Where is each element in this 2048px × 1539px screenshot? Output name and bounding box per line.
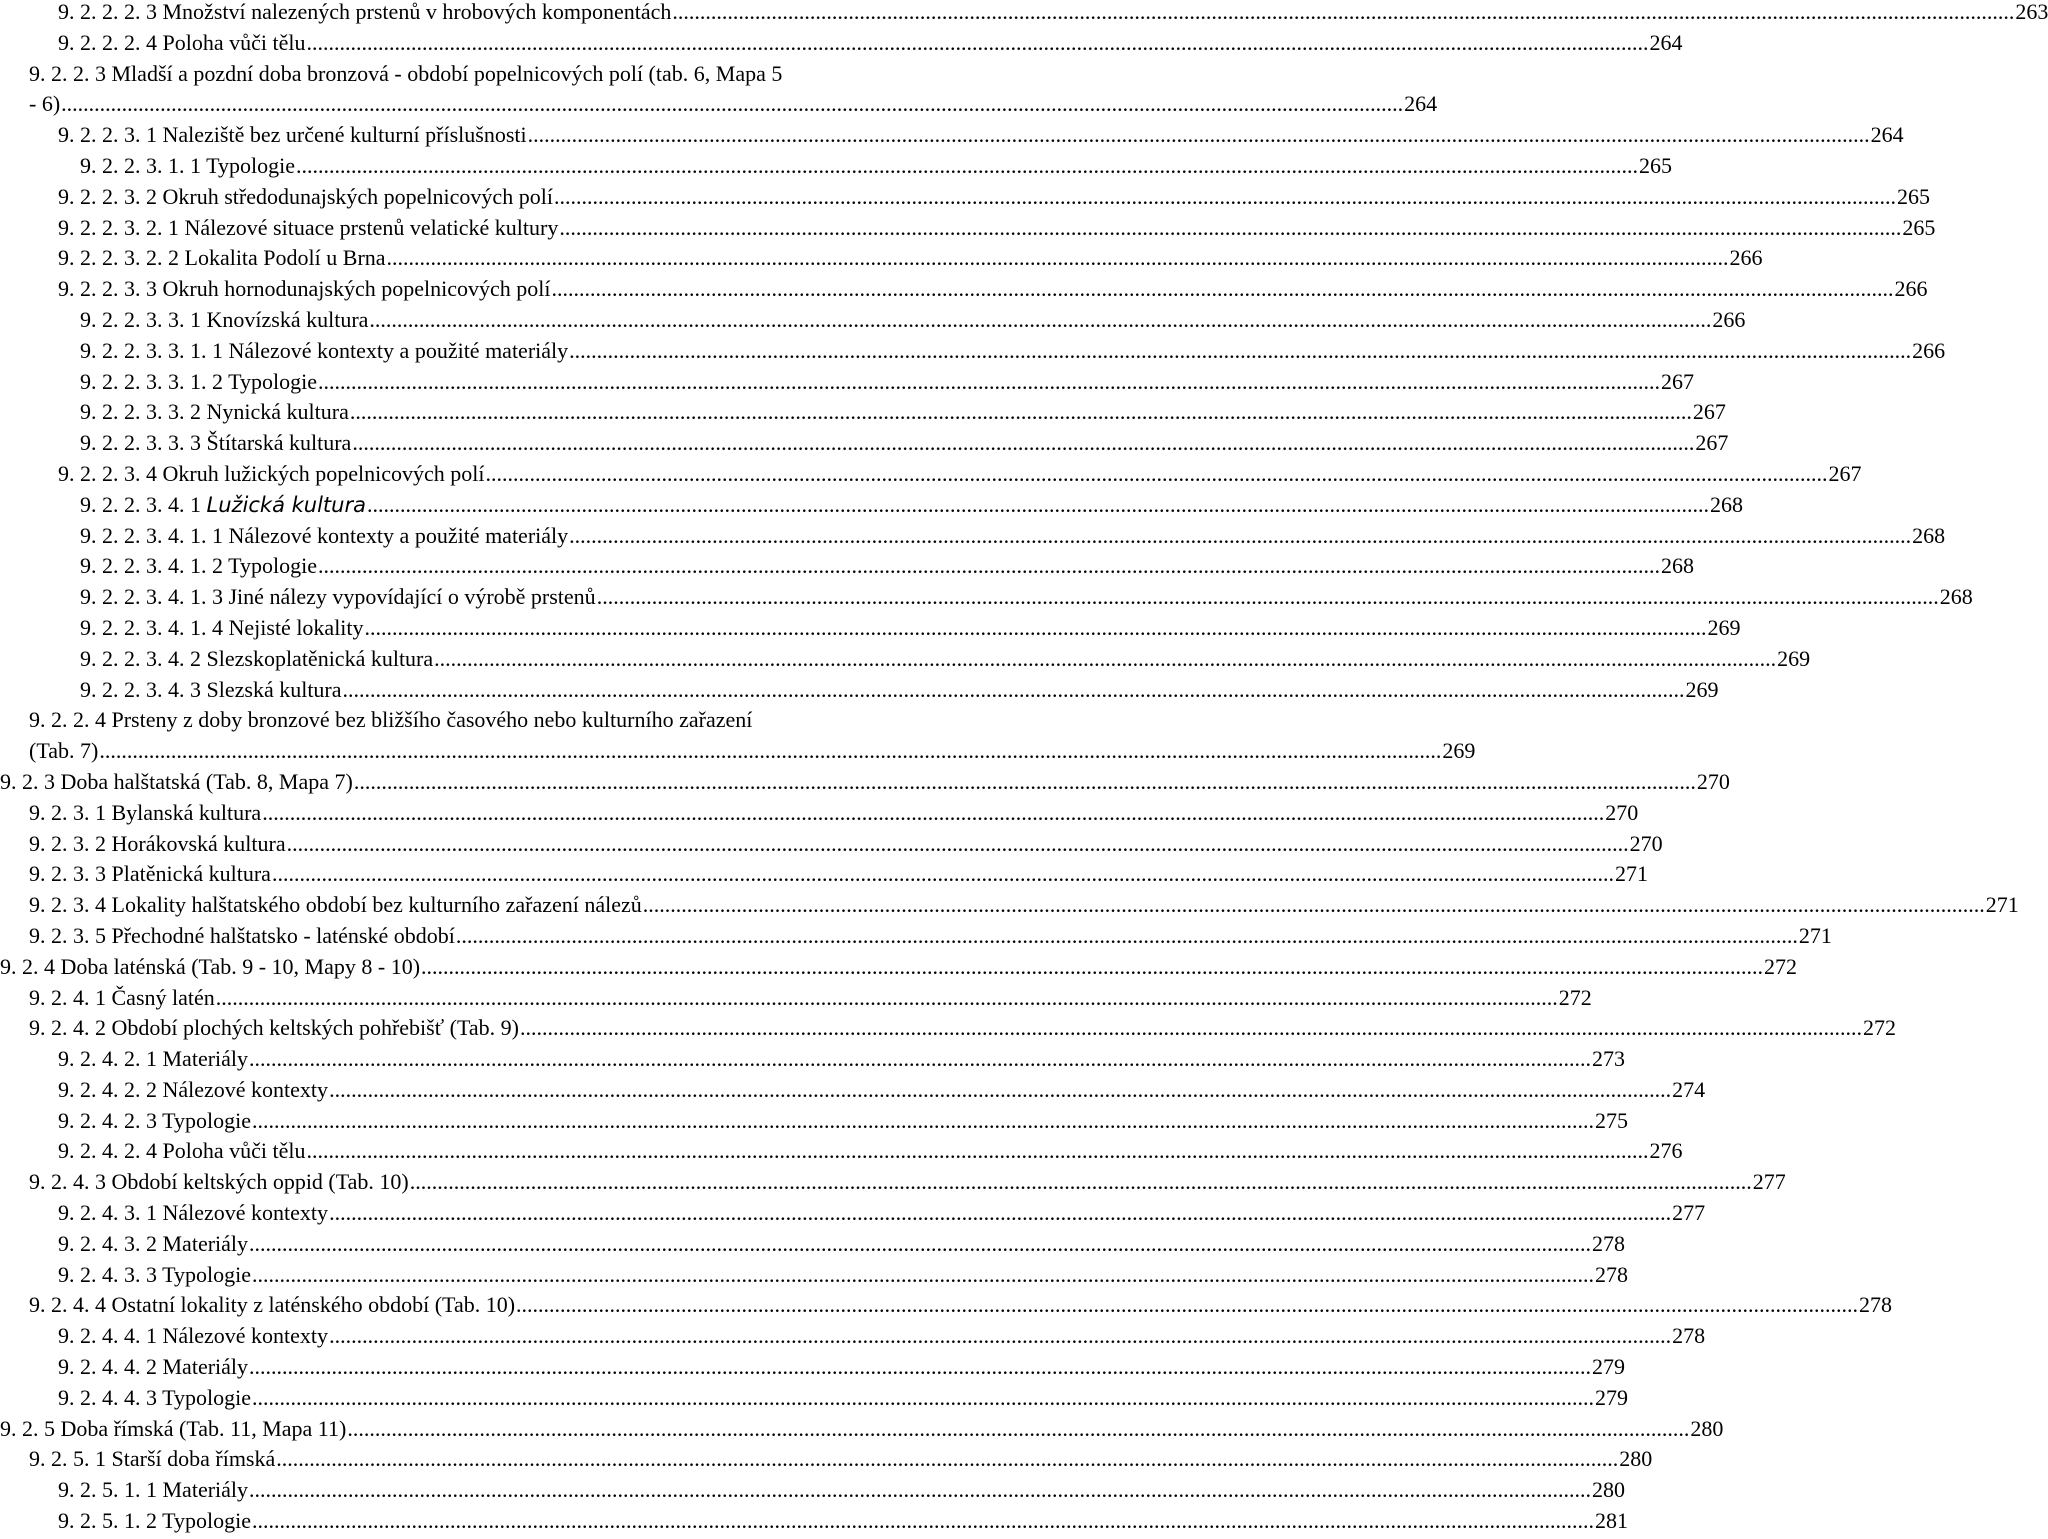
- toc-entry-title-text: 9. 2. 2. 3. 4. 3 Slezská kultura: [80, 676, 342, 702]
- toc-entry-title: [0, 952, 420, 983]
- toc-page-number: 272: [1862, 1015, 1896, 1041]
- dot-leader: [329, 1075, 1671, 1106]
- dot-leader: [252, 1106, 1594, 1137]
- toc-entry-title: [80, 305, 368, 336]
- toc-page-number: 271: [1798, 922, 1832, 948]
- toc-page-number: 267: [1695, 430, 1729, 456]
- toc-entry-title-text: 9. 2. 4. 4. 3 Typologie: [58, 1384, 251, 1410]
- toc-entry-title: [58, 1352, 248, 1383]
- toc-entry-title-text: 9. 2. 3. 5 Přechodné halštatsko - laténské období: [29, 922, 455, 948]
- toc-page-number: 266: [1712, 306, 1746, 332]
- toc-entry-title: 9. 2. 2. 4 Prsteny z doby bronzové bez bližšího časového nebo kulturního zařazení: [29, 707, 753, 733]
- toc-entry[interactable]: [0, 551, 1694, 582]
- dot-leader: [318, 367, 1660, 398]
- toc-page-number: 273: [1592, 1046, 1626, 1072]
- toc-entry-title: [58, 1321, 328, 1352]
- toc-entry[interactable]: [0, 983, 1592, 1014]
- toc-entry[interactable]: [0, 0, 2048, 28]
- toc-entry-title-text: 9. 2. 4 Doba laténská (Tab. 9 - 10, Mapy 8 - 10): [0, 953, 421, 979]
- toc-entry[interactable]: [0, 675, 1719, 706]
- dot-leader: [306, 28, 1648, 59]
- toc-entry-continuation: (Tab. 7): [29, 738, 99, 764]
- toc-entry-title: [0, 1414, 346, 1445]
- toc-entry-title-text: 9. 2. 2. 3. 4. 2 Slezskoplatěnická kultura: [80, 645, 434, 671]
- toc-page-number: 272: [1558, 984, 1592, 1010]
- dot-leader: [485, 459, 1827, 490]
- toc-entry-title: [29, 1290, 515, 1321]
- toc-entry-title-text: 9. 2. 2. 3. 3. 1 Knovízská kultura: [80, 306, 369, 332]
- toc-entry-title: [80, 613, 364, 644]
- dot-leader: [369, 305, 1711, 336]
- toc-entry[interactable]: [0, 459, 1862, 490]
- toc-page-number: 266: [1729, 245, 1763, 271]
- toc-page-number: 270: [1696, 768, 1730, 794]
- toc-page-number: 277: [1752, 1169, 1786, 1195]
- toc-entry-title: [58, 120, 527, 151]
- dot-leader: [343, 675, 1685, 706]
- dot-leader: [672, 0, 2014, 28]
- dot-leader: [434, 644, 1776, 675]
- dot-leader: [252, 1260, 1594, 1291]
- toc-page-number: 267: [1692, 399, 1726, 425]
- toc-entry-title-text: 9. 2. 3. 2 Horákovská kultura: [29, 830, 286, 856]
- toc-entry-title: [58, 182, 553, 213]
- toc-entry-title-text: 9. 2. 2. 3. 3. 1. 1 Nálezové kontexty a použité materiály: [80, 337, 569, 363]
- toc-entry[interactable]: [0, 1506, 1628, 1537]
- toc-page-number: 271: [1614, 861, 1648, 887]
- dot-leader: [249, 1229, 1591, 1260]
- toc-entry[interactable]: [0, 613, 1741, 644]
- toc-entry-title-text: 9. 2. 4. 4. 1 Nálezové kontexty: [58, 1323, 329, 1349]
- toc-entry-title: [0, 767, 353, 798]
- dot-leader: [569, 336, 1911, 367]
- toc-page-number: 264: [1870, 122, 1904, 148]
- toc-page-number: 278: [1592, 1230, 1626, 1256]
- toc-page-number: 274: [1672, 1076, 1706, 1102]
- toc-entry-title: [58, 1229, 248, 1260]
- toc-page-number: 278: [1859, 1292, 1893, 1318]
- toc-entry[interactable]: [0, 1136, 1683, 1167]
- dot-leader: [354, 767, 1696, 798]
- toc-page-number: 270: [1605, 799, 1639, 825]
- toc-entry-title-text: 9. 2. 5. 1 Starší doba římská: [29, 1446, 276, 1472]
- toc-entry-title-text: 9. 2. 4. 3 Období keltských oppid (Tab. 10): [29, 1169, 409, 1195]
- dot-leader: [347, 1414, 1689, 1445]
- toc-page-number: 268: [1661, 553, 1694, 579]
- toc-entry[interactable]: [0, 921, 1832, 952]
- toc-entry-title: [80, 490, 366, 521]
- toc-entry-title-text: 9. 2. 2. 2. 4 Poloha vůči tělu: [58, 29, 306, 55]
- toc-entry[interactable]: [0, 1198, 1706, 1229]
- toc-page-number: 269: [1777, 645, 1811, 671]
- toc-entry-title-text: 9. 2. 2. 3. 4. 1. 2 Typologie: [80, 553, 317, 579]
- toc-entry-title-text: 9. 2. 4. 4 Ostatní lokality z laténského období (Tab. 10): [29, 1292, 516, 1318]
- toc-entry-title: [80, 336, 568, 367]
- toc-entry-title-text: 9. 2. 4. 2. 2 Nálezové kontexty: [58, 1076, 329, 1102]
- dot-leader: [329, 1198, 1671, 1229]
- toc-entry[interactable]: [0, 767, 1730, 798]
- toc-page-number: 275: [1595, 1107, 1628, 1133]
- toc-entry-title-text: 9. 2. 4. 1 Časný latén: [29, 984, 215, 1010]
- toc-entry-title: [29, 1013, 519, 1044]
- toc-entry-title-text: 9. 2. 5 Doba římská (Tab. 11, Mapa 11): [0, 1415, 347, 1441]
- toc-entry-title-text: 9. 2. 2. 3. 2 Okruh středodunajských popelnicových polí: [58, 183, 553, 209]
- toc-entry[interactable]: [0, 305, 1746, 336]
- toc-entry-title: [58, 1075, 328, 1106]
- toc-entry-title-text: 9. 2. 5. 1. 2 Typologie: [58, 1508, 251, 1534]
- toc-entry-title: [58, 274, 551, 305]
- toc-entry-title-text: 9. 2. 3. 3 Platěnická kultura: [29, 861, 271, 887]
- dot-leader: [520, 1013, 1862, 1044]
- toc-entry[interactable]: [0, 736, 1476, 767]
- toc-entry[interactable]: [0, 1321, 1706, 1352]
- toc-entry-title-line[interactable]: [0, 705, 960, 736]
- toc-page-number: 264: [1649, 29, 1683, 55]
- toc-entry[interactable]: [0, 859, 1648, 890]
- dot-leader: [554, 182, 1896, 213]
- toc-entry-title-line[interactable]: [0, 59, 960, 90]
- toc-entry[interactable]: [0, 1444, 1653, 1475]
- toc-entry[interactable]: [0, 336, 1946, 367]
- toc-page-number: 280: [1592, 1477, 1626, 1503]
- dot-leader: [318, 551, 1660, 582]
- toc-entry-title-text: 9. 2. 2. 3. 1. 1 Typologie: [80, 152, 295, 178]
- toc-entry[interactable]: [0, 1075, 1706, 1106]
- toc-entry-title: [29, 890, 642, 921]
- toc-entry-title: [29, 1167, 409, 1198]
- toc-page-number: 265: [1902, 214, 1936, 240]
- dot-leader: [421, 952, 1763, 983]
- dot-leader: [643, 890, 1985, 921]
- dot-leader: [367, 490, 1709, 521]
- toc-entry-title-text: 9. 2. 2. 3. 3. 3 Štítarská kultura: [80, 430, 352, 456]
- toc-entry-title: [58, 459, 484, 490]
- toc-entry[interactable]: [0, 428, 1729, 459]
- toc-entry[interactable]: [0, 1352, 1626, 1383]
- dot-leader: [262, 798, 1604, 829]
- toc-entry[interactable]: [0, 1383, 1628, 1414]
- dot-leader: [287, 829, 1629, 860]
- toc-entry-title-text: 9. 2. 3. 4 Lokality halštatského období bez kulturního zařazení nálezů: [29, 892, 642, 918]
- toc-entry[interactable]: [0, 89, 1438, 120]
- toc-entry[interactable]: [0, 490, 1743, 521]
- toc-page-number: 278: [1595, 1261, 1628, 1287]
- toc-entry-title-text: 9. 2. 2. 3. 4. 1: [80, 491, 207, 517]
- dot-leader: [249, 1044, 1591, 1075]
- dot-leader: [552, 274, 1894, 305]
- toc-page-number: 277: [1672, 1200, 1706, 1226]
- toc-entry[interactable]: [0, 274, 1928, 305]
- toc-entry-title: [58, 1136, 305, 1167]
- toc-entry-title-text: 9. 2. 2. 3. 2. 2 Lokalita Podolí u Brna: [58, 245, 386, 271]
- toc-entry-title: [29, 829, 286, 860]
- dot-leader: [329, 1321, 1671, 1352]
- dot-leader: [99, 736, 1441, 767]
- toc-entry[interactable]: [0, 1260, 1628, 1291]
- toc-entry-title: [80, 397, 349, 428]
- toc-page-number: 267: [1661, 368, 1694, 394]
- toc-entry-title: [58, 1506, 251, 1537]
- toc-entry[interactable]: [0, 952, 1798, 983]
- toc-entry-continuation: - 6): [29, 91, 61, 117]
- toc-entry-title-text: 9. 2. 2. 3. 3 Okruh hornodunajských popelnicových polí: [58, 276, 551, 302]
- toc-entry[interactable]: [0, 151, 1672, 182]
- toc-entry-title: [58, 243, 386, 274]
- toc-entry-title-text: 9. 2. 4. 3. 2 Materiály: [58, 1230, 249, 1256]
- dot-leader: [252, 1506, 1594, 1537]
- toc-entry[interactable]: [0, 1414, 1724, 1445]
- dot-leader: [252, 1383, 1594, 1414]
- dot-leader: [249, 1352, 1591, 1383]
- toc-entry-title-text: 9. 2. 2. 3. 3. 1. 2 Typologie: [80, 368, 317, 394]
- dot-leader: [456, 921, 1798, 952]
- toc-page-number: 263: [2015, 0, 2048, 24]
- toc-entry-title: [58, 1260, 251, 1291]
- toc-entry[interactable]: [0, 243, 1763, 274]
- toc-entry-title-text: 9. 2. 2. 3. 4. 1. 1 Nálezové kontexty a použité materiály: [80, 522, 569, 548]
- toc-entry-title-text: 9. 2. 5. 1. 1 Materiály: [58, 1477, 249, 1503]
- toc-page-number: 271: [1985, 892, 2019, 918]
- toc-entry[interactable]: [0, 1106, 1628, 1137]
- toc-entry[interactable]: [0, 798, 1639, 829]
- toc-entry[interactable]: [0, 1290, 1893, 1321]
- dot-leader: [276, 1444, 1618, 1475]
- toc-entry[interactable]: [0, 367, 1694, 398]
- toc-entry-title: [58, 1475, 248, 1506]
- toc-entry-title: [80, 675, 342, 706]
- dot-leader: [365, 613, 1707, 644]
- dot-leader: [249, 1475, 1591, 1506]
- toc-entry-title: [80, 367, 317, 398]
- toc-entry-title: [58, 213, 558, 244]
- dot-leader: [296, 151, 1638, 182]
- toc-entry[interactable]: [0, 1044, 1626, 1075]
- dot-leader: [61, 89, 1403, 120]
- toc-entry[interactable]: [0, 582, 1973, 613]
- toc-entry[interactable]: [0, 213, 1936, 244]
- dot-leader: [306, 1136, 1648, 1167]
- toc-entry-title: [80, 582, 596, 613]
- dot-leader: [559, 213, 1901, 244]
- toc-entry-title-text: 9. 2. 2. 2. 3 Množství nalezených prstenů v hrobových komponentách: [58, 0, 672, 24]
- toc-entry-title: [58, 1198, 328, 1229]
- toc-entry[interactable]: [0, 1013, 1896, 1044]
- toc-entry-title-text: 9. 2. 3 Doba halštatská (Tab. 8, Mapa 7): [0, 768, 353, 794]
- toc-entry[interactable]: [0, 120, 1904, 151]
- toc-entry-title-text: 9. 2. 2. 3. 4 Okruh lužických popelnicových polí: [58, 460, 485, 486]
- toc-entry-title: [80, 644, 433, 675]
- toc-entry-title: [29, 859, 271, 890]
- dot-leader: [569, 521, 1911, 552]
- dot-leader: [272, 859, 1614, 890]
- toc-page-number: 268: [1939, 584, 1973, 610]
- toc-entry-title: [29, 983, 215, 1014]
- toc-entry[interactable]: [0, 521, 1946, 552]
- dot-leader: [352, 428, 1694, 459]
- toc-entry-title-text: 9. 2. 4. 2. 3 Typologie: [58, 1107, 251, 1133]
- toc-page-number: 278: [1672, 1323, 1706, 1349]
- toc-entry-title: [29, 921, 455, 952]
- dot-leader: [597, 582, 1939, 613]
- toc-entry-title: [58, 1044, 248, 1075]
- toc-entry[interactable]: [0, 28, 1683, 59]
- toc-page-number: 265: [1896, 183, 1930, 209]
- toc-page-number: 280: [1690, 1415, 1724, 1441]
- toc-entry[interactable]: [0, 1229, 1626, 1260]
- toc-page-number: 281: [1595, 1508, 1628, 1534]
- toc-entry[interactable]: [0, 1475, 1626, 1506]
- toc-page-number: 276: [1649, 1138, 1683, 1164]
- toc-entry[interactable]: [0, 890, 2019, 921]
- toc-page-number: 279: [1595, 1384, 1628, 1410]
- toc-entry-title-text: 9. 2. 4. 4. 2 Materiály: [58, 1354, 249, 1380]
- dot-leader: [216, 983, 1558, 1014]
- toc-page-number: 279: [1592, 1354, 1626, 1380]
- toc-entry-title-italic: Lužická kultura: [206, 492, 366, 517]
- toc-entry[interactable]: [0, 644, 1811, 675]
- toc-entry-title-text: 9. 2. 4. 2 Období plochých keltských pohřebišť (Tab. 9): [29, 1015, 519, 1041]
- toc-page-number: 280: [1619, 1446, 1653, 1472]
- toc-page-number: 272: [1764, 953, 1798, 979]
- toc-entry-title: [58, 0, 671, 28]
- toc-entry-title-text: 9. 2. 2. 3. 4. 1. 4 Nejisté lokality: [80, 614, 364, 640]
- toc-entry-title-text: 9. 2. 2. 3. 1 Naleziště bez určené kulturní příslušnosti: [58, 122, 527, 148]
- toc-entry[interactable]: [0, 397, 1726, 428]
- toc-entry-title: [80, 151, 295, 182]
- toc-entry-title-text: 9. 2. 4. 3. 3 Typologie: [58, 1261, 251, 1287]
- toc-page-number: 267: [1828, 460, 1862, 486]
- toc-entry-title: [29, 1444, 275, 1475]
- toc-entry-title-text: 9. 2. 2. 3. 3. 2 Nynická kultura: [80, 399, 349, 425]
- toc-page-number: 270: [1629, 830, 1663, 856]
- toc-page-number: 269: [1442, 738, 1476, 764]
- toc-entry-title-text: 9. 2. 4. 3. 1 Nálezové kontexty: [58, 1200, 329, 1226]
- toc-entry[interactable]: [0, 829, 1663, 860]
- toc-entry-title-text: 9. 2. 2. 3. 4. 1. 3 Jiné nálezy vypovídající o výrobě prstenů: [80, 584, 596, 610]
- dot-leader: [410, 1167, 1752, 1198]
- toc-page-number: 268: [1709, 491, 1743, 517]
- toc-entry-title: [58, 1383, 251, 1414]
- toc-entry-title: [80, 428, 351, 459]
- toc-page-number: 269: [1685, 676, 1719, 702]
- toc-entry-title: [58, 1106, 251, 1137]
- toc-entry-title-text: 9. 2. 4. 2. 4 Poloha vůči tělu: [58, 1138, 306, 1164]
- toc-entry-title-text: 9. 2. 4. 2. 1 Materiály: [58, 1046, 249, 1072]
- toc-entry[interactable]: [0, 182, 1930, 213]
- dot-leader: [387, 243, 1729, 274]
- dot-leader: [516, 1290, 1858, 1321]
- toc-page-number: 266: [1912, 337, 1946, 363]
- toc-entry-title: [29, 798, 261, 829]
- toc-entry-title-text: 9. 2. 3. 1 Bylanská kultura: [29, 799, 262, 825]
- toc-page-number: 269: [1707, 614, 1741, 640]
- toc-entry-title: [80, 521, 568, 552]
- toc-entry-title: [80, 551, 317, 582]
- toc-entry-title: [58, 28, 305, 59]
- toc-entry[interactable]: [0, 1167, 1786, 1198]
- dot-leader: [350, 397, 1692, 428]
- toc-entry-title: 9. 2. 2. 3 Mladší a pozdní doba bronzová - období popelnicových polí (tab. 6, Mapa 5: [29, 60, 783, 86]
- toc-page-number: 264: [1404, 91, 1438, 117]
- toc-page-number: 266: [1894, 276, 1928, 302]
- toc-page-number: 268: [1912, 522, 1946, 548]
- dot-leader: [528, 120, 1870, 151]
- toc-page-number: 265: [1639, 152, 1672, 178]
- toc-entry-title-text: 9. 2. 2. 3. 2. 1 Nálezové situace prstenů velatické kultury: [58, 214, 559, 240]
